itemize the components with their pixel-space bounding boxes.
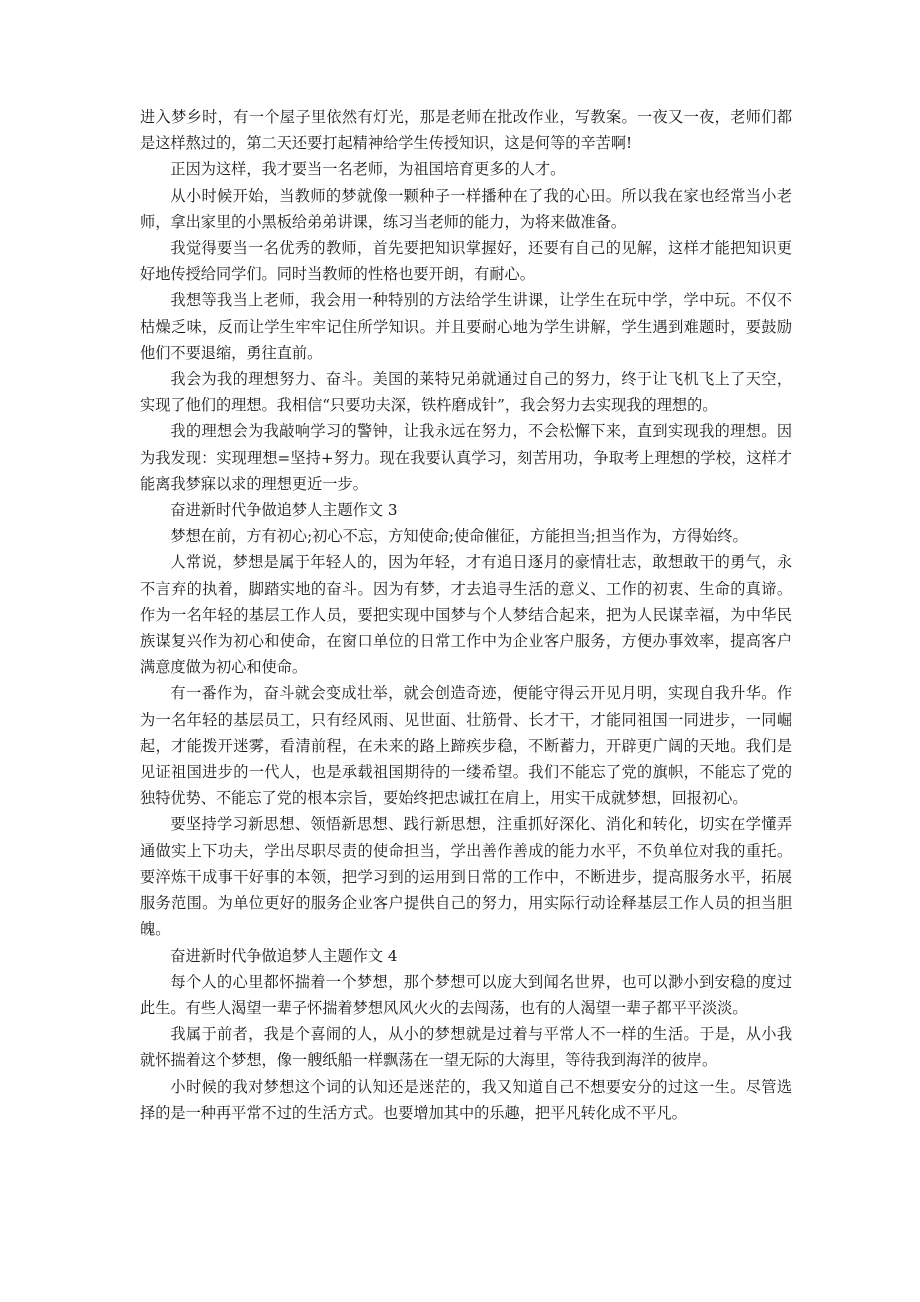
paragraph: 每个人的心里都怀揣着一个梦想，那个梦想可以庞大到闻名世界，也可以渺小到安稳的度过此生。有些人渴望一辈子怀揣着梦想风风火火的去闯荡，也有的人渴望一辈子都平平淡淡。 <box>140 972 792 1017</box>
paragraph: 进入梦乡时，有一个屋子里依然有灯光，那是老师在批改作业，写教案。一夜又一夜，老师们都是这样熬过的，第二天还要打起精神给学生传授知识，这是何等的辛苦啊! <box>140 108 792 153</box>
document-body <box>140 104 792 1126</box>
section-heading: 奋进新时代争做追梦人主题作文 4 <box>170 946 398 965</box>
paragraph: 我的理想会为我敲响学习的警钟，让我永远在努力，不会松懈下来，直到实现我的理想。因为我发现：实现理想=坚持+努力。现在我要认真学习，刻苦用功，争取考上理想的学校，这样才能离我梦寐以求的理想更近一步。 <box>140 422 792 493</box>
paragraph: 梦想在前，方有初心;初心不忘，方知使命;使命催征，方能担当;担当作为，方得始终。 <box>170 527 748 546</box>
paragraph: 小时候的我对梦想这个词的认知还是迷茫的，我又知道自己不想要安分的过这一生。尽管选择的是一种再平常不过的生活方式。也要增加其中的乐趣，把平凡转化成不平凡。 <box>140 1077 792 1122</box>
paragraph: 我属于前者，我是个喜闹的人，从小的梦想就是过着与平常人不一样的生活。于是，从小我就怀揣着这个梦想，像一艘纸船一样飘荡在一望无际的大海里，等待我到海洋的彼岸。 <box>140 1025 792 1070</box>
paragraph: 正因为这样，我才要当一名老师，为祖国培育更多的人才。 <box>170 160 566 179</box>
paragraph: 有一番作为，奋斗就会变成壮举，就会创造奇迹，便能守得云开见月明，实现自我升华。作为一名年轻的基层员工，只有经风雨、见世面、壮筋骨、长才干，才能同祖国一同进步，一同崛起，才能拨开迷雾，看清前程，在未来的路上蹄疾步稳，不断蓄力，开辟更广阔的天地。我们是见证祖国进步的一代人，也是承载祖国期待的一缕希望。我们不能忘了党的旗帜，不能忘了党的独特优势、不能忘了党的根本宗旨，要始终把忠诚扛在肩上，用实干成就梦想，回报初心。 <box>140 684 792 808</box>
section-heading: 奋进新时代争做追梦人主题作文 3 <box>170 501 398 520</box>
paragraph: 从小时候开始，当教师的梦就像一颗种子一样播种在了我的心田。所以我在家也经常当小老师，拿出家里的小黑板给弟弟讲课，练习当老师的能力，为将来做准备。 <box>140 186 792 231</box>
paragraph: 我想等我当上老师，我会用一种特别的方法给学生讲课，让学生在玩中学，学中玩。不仅不枯燥乏味，反而让学生牢牢记住所学知识。并且要耐心地为学生讲解，学生遇到难题时，要鼓励他们不要退缩，勇往直前。 <box>140 291 792 362</box>
paragraph: 我会为我的理想努力、奋斗。美国的莱特兄弟就通过自己的努力，终于让飞机飞上了天空，实现了他们的理想。我相信“只要功夫深，铁杵磨成针”，我会努力去实现我的理想的。 <box>140 370 792 415</box>
paragraph: 我觉得要当一名优秀的教师，首先要把知识掌握好，还要有自己的见解，这样才能把知识更好地传授给同学们。同时当教师的性格也要开朗，有耐心。 <box>140 239 792 284</box>
paragraph: 人常说，梦想是属于年轻人的，因为年轻，才有追日逐月的豪情壮志，敢想敢干的勇气，永不言弃的执着，脚踏实地的奋斗。因为有梦，才去追寻生活的意义、工作的初衷、生命的真谛。作为一名年轻的基层工作人员，要把实现中国梦与个人梦结合起来，把为人民谋幸福，为中华民族谋复兴作为初心和使命，在窗口单位的日常工作中为企业客户服务，方便办事效率，提高客户满意度做为初心和使命。 <box>140 553 792 677</box>
paragraph: 要坚持学习新思想、领悟新思想、践行新思想，注重抓好深化、消化和转化，切实在学懂弄通做实上下功夫，学出尽职尽责的使命担当，学出善作善成的能力水平，不负单位对我的重托。要淬炼干成事干好事的本领，把学习到的运用到日常的工作中，不断进步，提高服务水平，拓展服务范围。为单位更好的服务企业客户提供自己的努力，用实际行动诠释基层工作人员的担当胆魄。 <box>140 815 792 939</box>
